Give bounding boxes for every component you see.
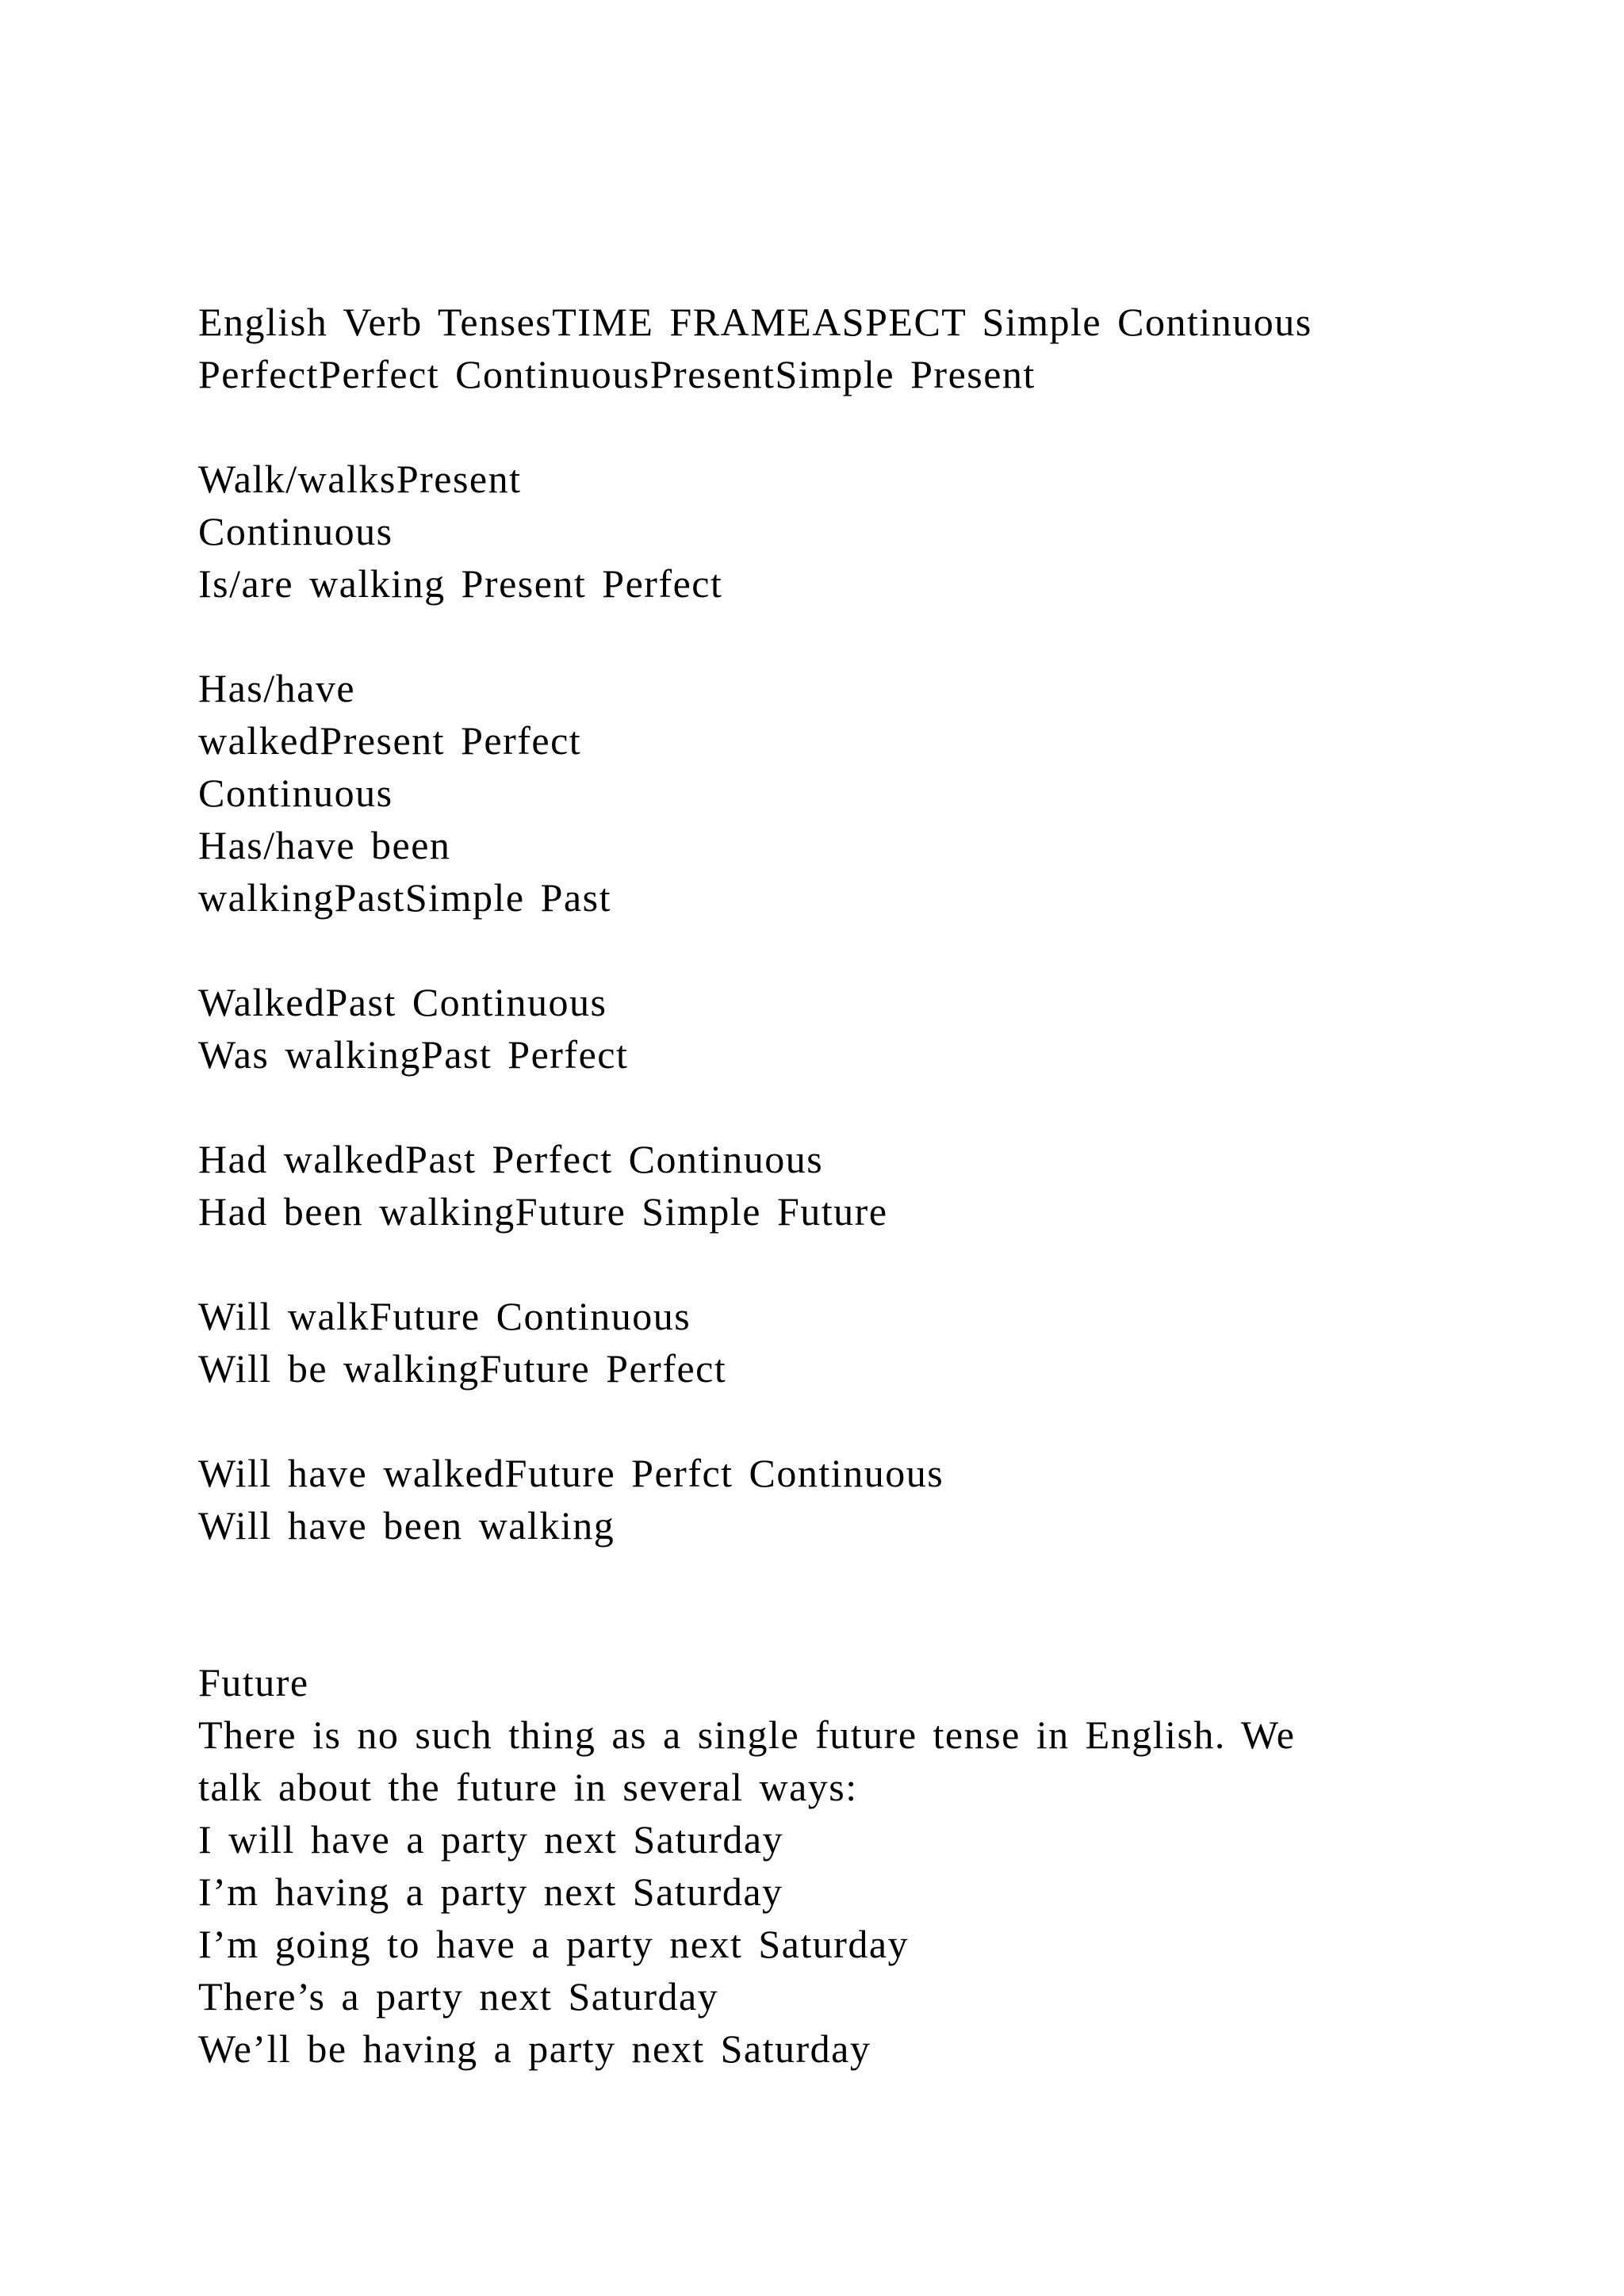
- paragraph-gap: [198, 1395, 1467, 1447]
- text-line: Will walkFuture Continuous: [198, 1294, 691, 1338]
- header-line: PerfectPerfect ContinuousPresentSimple Present: [198, 352, 1036, 396]
- text-line: walkingPastSimple Past: [198, 875, 611, 920]
- future-example: I’m going to have a party next Saturday: [198, 1922, 910, 1966]
- text-line: Had walkedPast Perfect Continuous: [198, 1137, 824, 1181]
- text-line: walkedPresent Perfect: [198, 718, 582, 763]
- text-line: Continuous: [198, 509, 393, 553]
- text-line: Has/have been: [198, 823, 451, 867]
- future-example: I’m having a party next Saturday: [198, 1869, 783, 1914]
- text-line: Was walkingPast Perfect: [198, 1032, 629, 1077]
- text-line: Is/are walking Present Perfect: [198, 561, 723, 606]
- future-example: There’s a party next Saturday: [198, 1974, 719, 2019]
- text-line: Will have walkedFuture Perfct Continuous: [198, 1451, 944, 1495]
- future-intro-line: talk about the future in several ways:: [198, 1765, 858, 1809]
- text-line: Had been walkingFuture Simple Future: [198, 1189, 888, 1234]
- future-intro-line: There is no such thing as a single future tense in English. We: [198, 1712, 1296, 1757]
- document-body: [198, 296, 1467, 2075]
- text-line: Walk/walksPresent: [198, 457, 522, 501]
- paragraph-gap: [198, 400, 1467, 453]
- paragraph-gap: [198, 1081, 1467, 1133]
- future-heading: Future: [198, 1660, 309, 1705]
- section-gap: [198, 1552, 1467, 1656]
- text-line: Continuous: [198, 771, 393, 815]
- header-line: English Verb TensesTIME FRAMEASPECT Simple Continuous: [198, 300, 1312, 344]
- text-line: Will have been walking: [198, 1503, 615, 1548]
- text-line: Will be walkingFuture Perfect: [198, 1346, 727, 1391]
- paragraph-gap: [198, 610, 1467, 662]
- future-example: We’ll be having a party next Saturday: [198, 2026, 871, 2071]
- paragraph-gap: [198, 924, 1467, 976]
- text-line: Has/have: [198, 666, 356, 710]
- paragraph-gap: [198, 1238, 1467, 1290]
- text-line: WalkedPast Continuous: [198, 980, 607, 1024]
- future-example: I will have a party next Saturday: [198, 1817, 784, 1862]
